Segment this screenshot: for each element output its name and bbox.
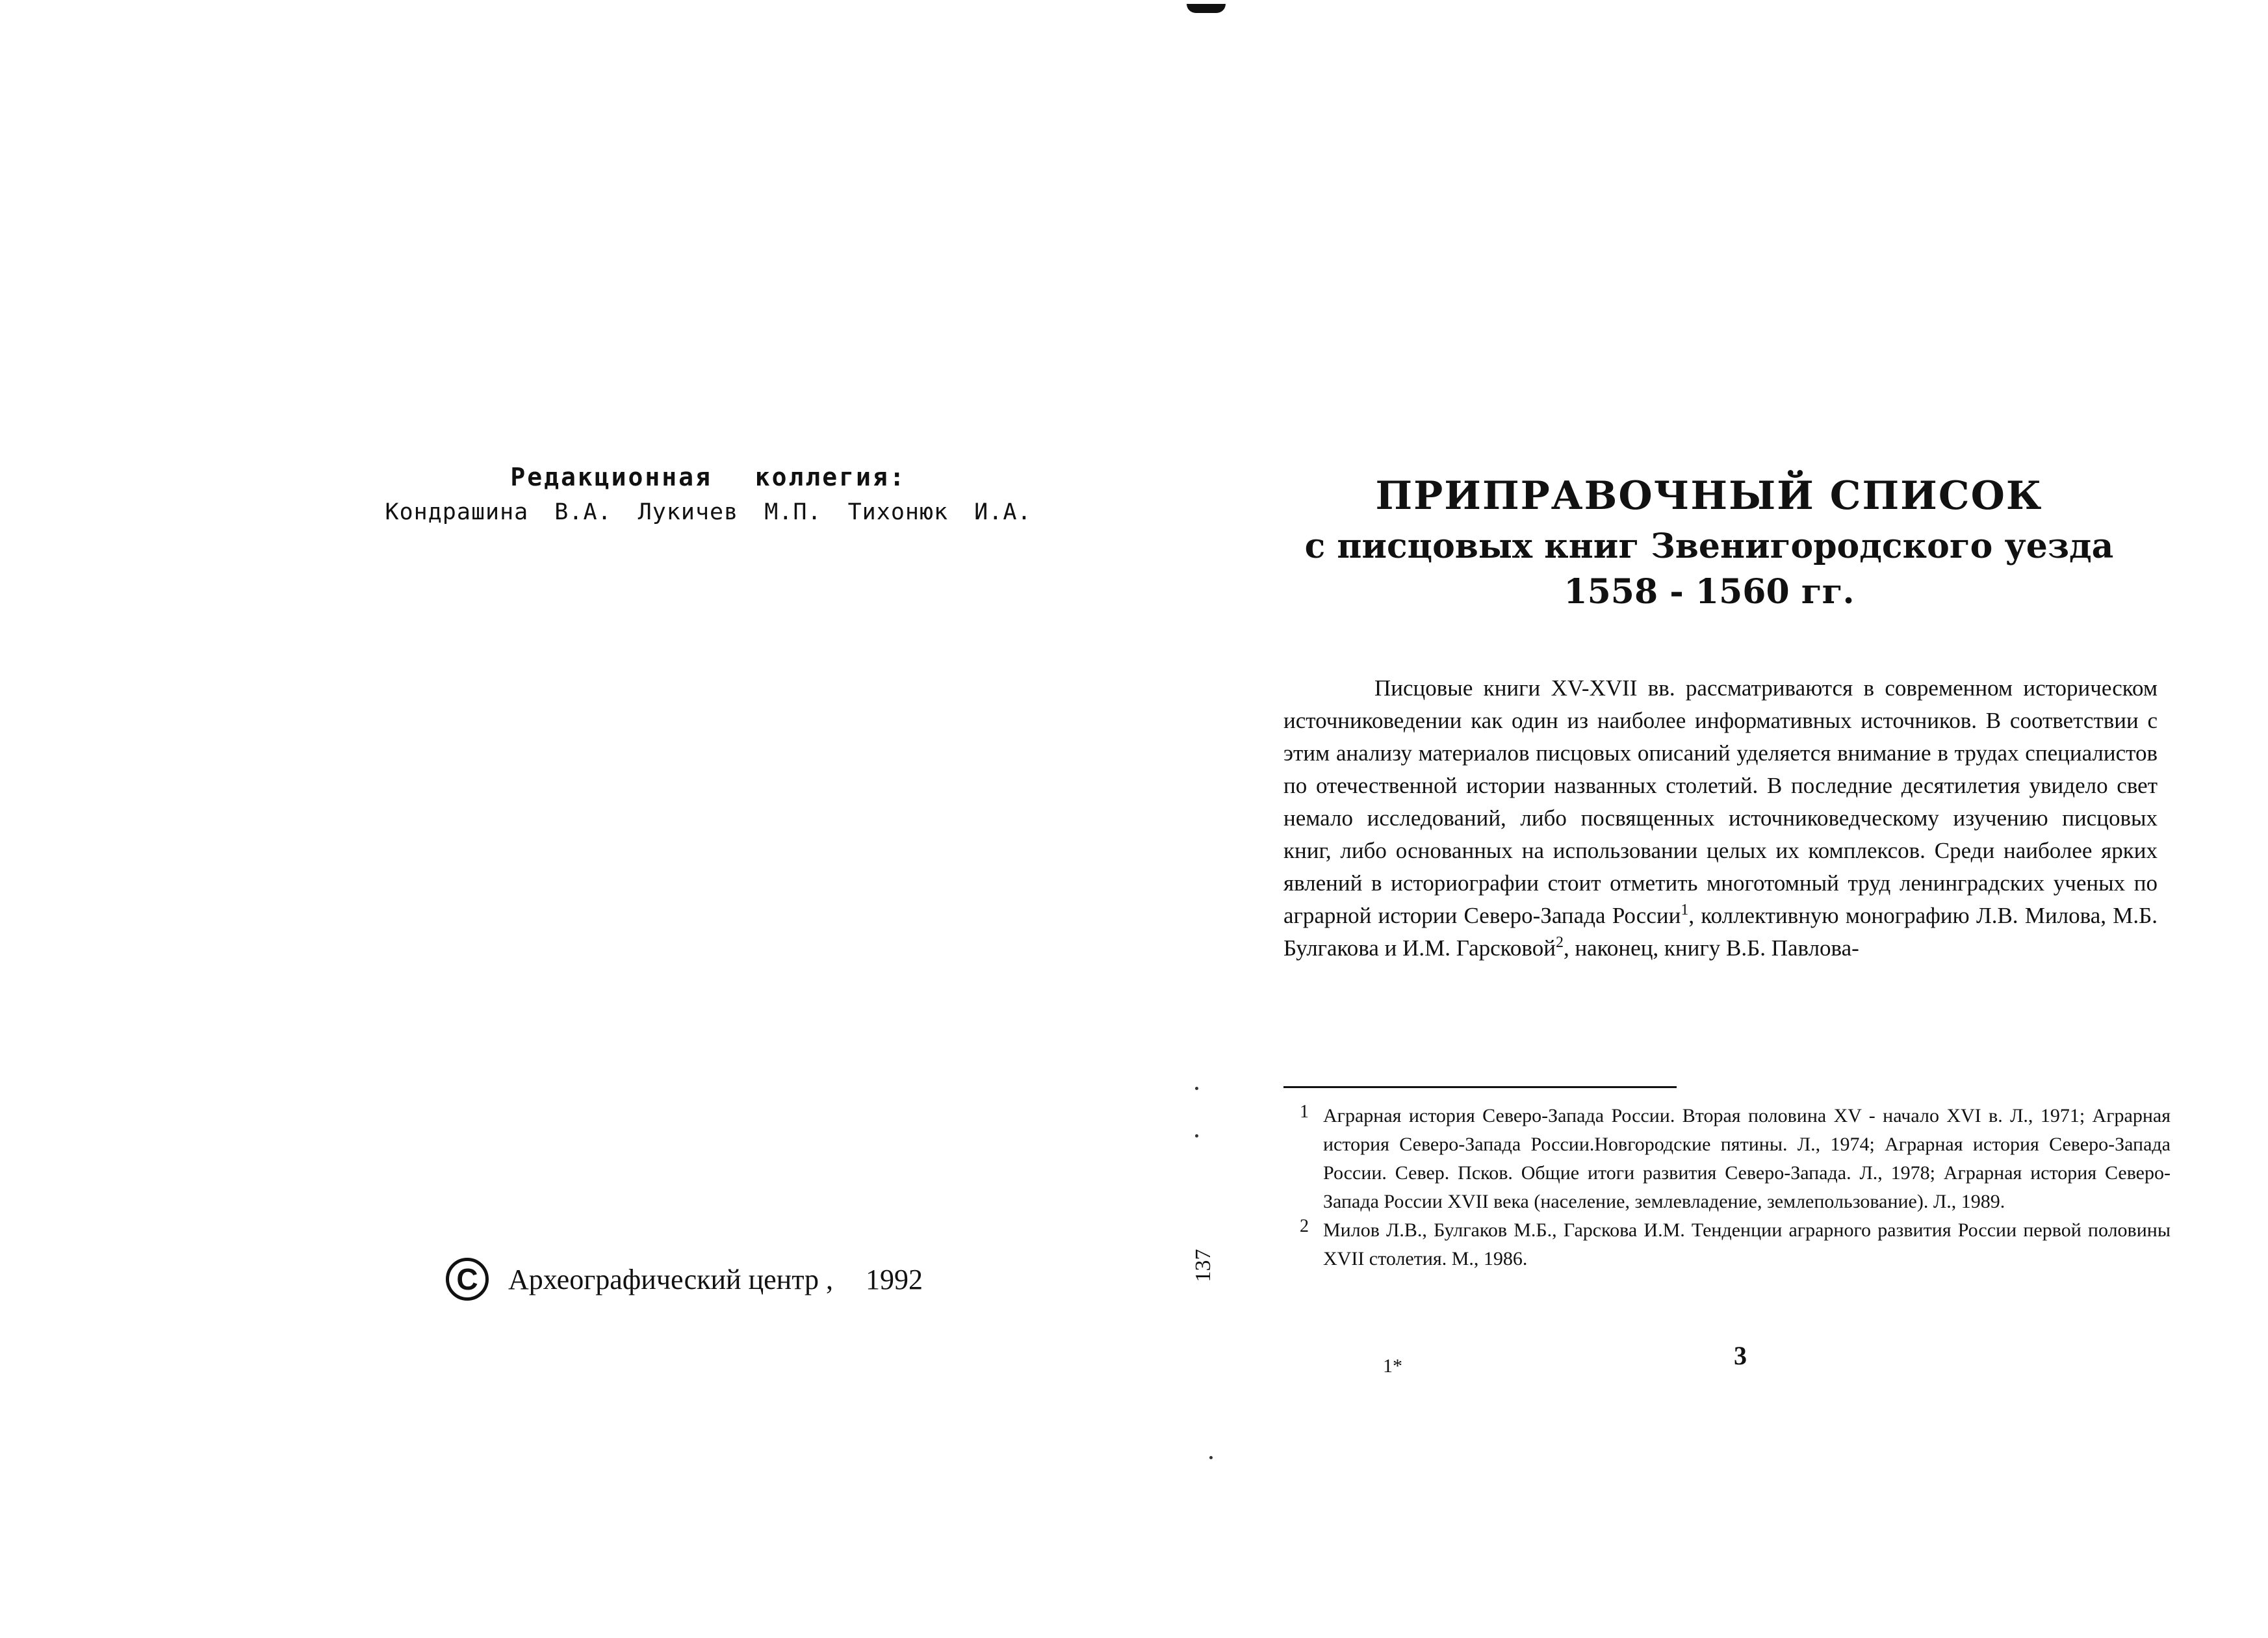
document-title: ПРИПРАВОЧНЫЙ СПИСОК	[1375, 473, 2043, 519]
body-paragraph	[1283, 672, 2158, 965]
footnote-number: 2	[1300, 1216, 1309, 1236]
body-text-part: , коллективную монографию Л.В. Милова, М.Б. Булгакова и И.М. Гарсковой	[1283, 903, 2158, 961]
editorial-board-members: Кондрашина В.А. Лукичев М.П. Тихонюк И.А.	[385, 499, 1032, 525]
body-text-part: Писцовые книги XV-XVII вв. рассматриваются в современном историческом источниковедении как один из наиболее информативных источников. В соответствии с этим анализу материалов писцовых описаний уделяется внимание в трудах специалистов по отечественной истории названных столетий. В последние десятилетия увидело свет немало исследований, либо посвященных источниковедческому изучению писцовых книг, либо основанных на использовании целых их комплексов. Среди наиболее ярких явлений в историографии стоит отметить многотомный труд ленинградских ученых по аграрной истории Северо-Запада России	[1283, 675, 2158, 928]
copyright-icon: C	[446, 1258, 489, 1301]
gutter-dot	[1195, 1087, 1198, 1090]
editorial-board-heading: Редакционная коллегия:	[510, 463, 907, 491]
body-text-part: , наконец, книгу В.Б. Павлова-	[1563, 935, 1859, 961]
gutter-dot	[1209, 1456, 1213, 1459]
binding-mark	[1187, 4, 1226, 13]
footnote-divider	[1283, 1086, 1677, 1088]
page-number: 3	[1734, 1341, 1747, 1370]
footnote-number: 1	[1300, 1102, 1309, 1122]
publication-year: 1992	[865, 1263, 923, 1295]
gutter-page-number: 137	[1191, 1249, 1215, 1282]
footnotes	[1300, 1102, 2171, 1273]
footnote	[1300, 1216, 2171, 1273]
printer-signature-mark: 1*	[1383, 1355, 1402, 1377]
footnote-text: Милов Л.В., Булгаков М.Б., Гарскова И.М. Тенденции аграрного развития России первой половины XVII столетия. М., 1986.	[1323, 1219, 2171, 1269]
footnote	[1300, 1102, 2171, 1216]
footnote-text: Аграрная история Северо-Запада России. Вторая половина XV - начало XVI в. Л., 1971; Аграрная история Северо-Запада России.Новгородские пятины. Л., 1974; Аграрная история Северо-Запада России. Север. Псков. Общие итоги развития Северо-Запада. Л., 1978; Аграрная история Северо-Запада России XVII века (население, землевладение, землепользование). Л., 1989.	[1323, 1105, 2171, 1212]
gutter-dot	[1195, 1134, 1198, 1138]
footnote-reference[interactable]: 1	[1681, 902, 1689, 918]
document-years: 1558 - 1560 гг.	[1564, 572, 1855, 612]
document-subtitle: с писцовых книг Звенигородского уезда	[1304, 526, 2114, 566]
copyright-line	[446, 1258, 1031, 1301]
publisher-name: Археографический центр ,	[508, 1263, 833, 1295]
footnote-reference[interactable]: 2	[1555, 934, 1564, 951]
